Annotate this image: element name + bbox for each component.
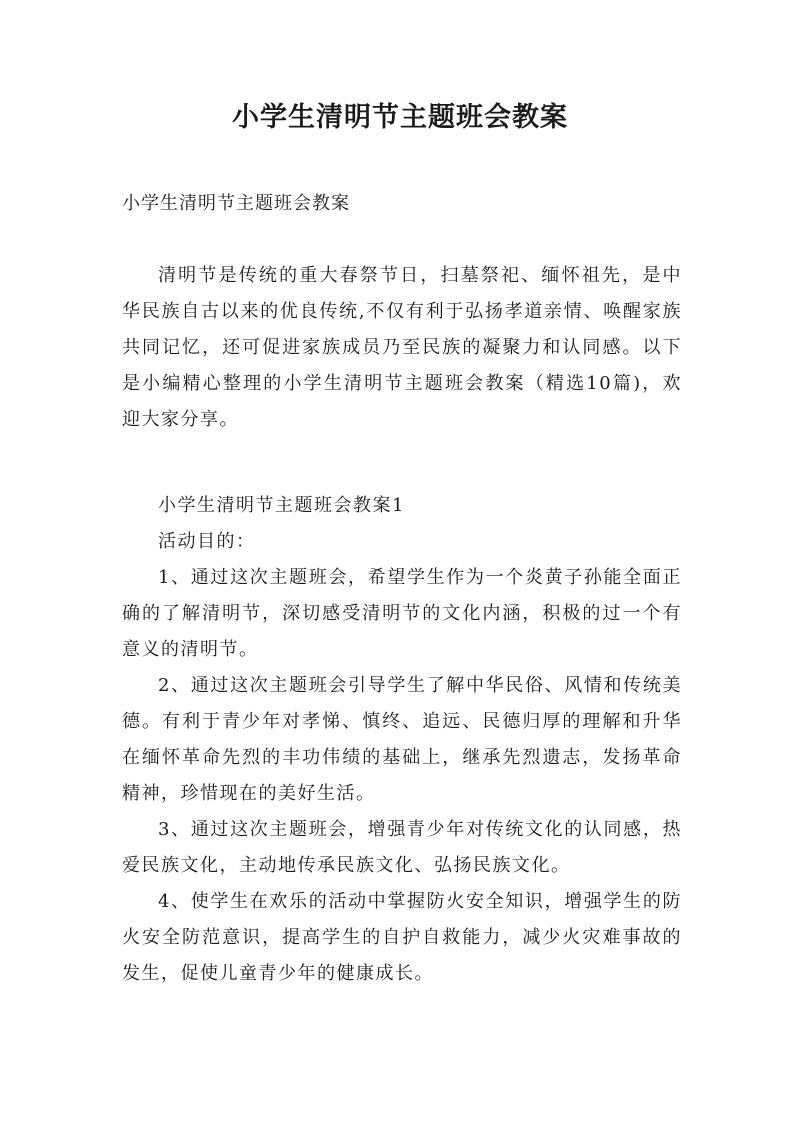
document-subtitle: 小学生清明节主题班会教案: [122, 193, 350, 214]
document-title: 小学生清明节主题班会教案: [232, 102, 568, 133]
goal-heading: 活动目的：: [158, 531, 256, 552]
goal-item-2: 2、通过这次主题班会引导学生了解中华民俗、风情和传统美德。有利于青少年对孝悌、慎终、追远、民德归厚的理解和升华在缅怀革命先烈的丰功伟绩的基础上，继承先烈遗志，发扬革命精神，珍惜现在的美好生活。: [122, 675, 682, 804]
section-heading: 小学生清明节主题班会教案1: [158, 495, 405, 516]
section-1: [122, 488, 682, 992]
intro-block: [122, 258, 682, 438]
goal-item-4: 4、使学生在欢乐的活动中掌握防火安全知识，增强学生的防火安全防范意识，提高学生的自护自救能力，减少火灾难事故的发生，促使儿童青少年的健康成长。: [122, 891, 682, 984]
goal-item-1: 1、通过这次主题班会，希望学生作为一个炎黄子孙能全面正确的了解清明节，深切感受清明节的文化内涵，积极的过一个有意义的清明节。: [122, 567, 682, 660]
goal-item-3: 3、通过这次主题班会，增强青少年对传统文化的认同感，热爱民族文化，主动地传承民族文化、弘扬民族文化。: [122, 819, 682, 876]
intro-paragraph: 清明节是传统的重大春祭节日，扫墓祭祀、缅怀祖先，是中华民族自古以来的优良传统,不仅有利于弘扬孝道亲情、唤醒家族共同记忆，还可促进家族成员乃至民族的凝聚力和认同感。以下是小编精心整理的小学生清明节主题班会教案（精选10篇)，欢迎大家分享。: [122, 265, 682, 430]
